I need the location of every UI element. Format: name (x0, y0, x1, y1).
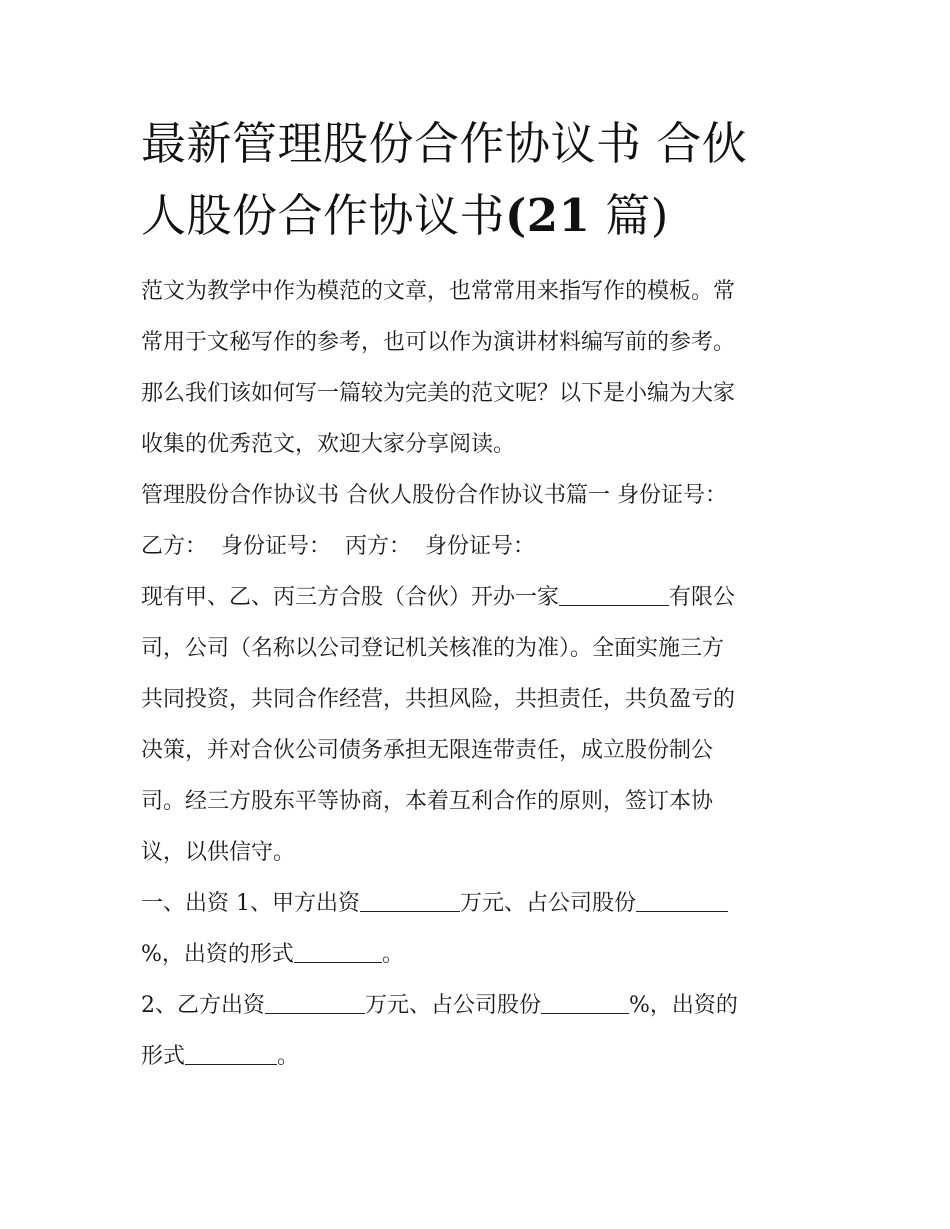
agreement-line-1 (141, 572, 821, 623)
agreement-line-3: 共同投资，共同合作经营，共担风险，共担责任，共负盈亏的 (141, 687, 736, 712)
clause-1-text-a: 一、出资 1、甲方出资 (141, 891, 360, 916)
clause-2-line-2 (141, 1031, 821, 1082)
title-count-number: (21 (505, 189, 591, 242)
clause-1-text-b: 万元、占公司股份 (460, 891, 637, 916)
title-line-2-text: 人股份合作协议书 (141, 189, 506, 242)
agreement-line-4: 决策，并对合伙公司债务承担无限连带责任，成立股份制公 (141, 738, 714, 763)
intro-line-4: 收集的优秀范文，欢迎大家分享阅读。 (141, 432, 516, 457)
party-a-amount-blank (360, 891, 460, 912)
agreement-line-6: 议，以供信守。 (141, 840, 296, 865)
clause-2-text-d: 形式 (141, 1044, 186, 1069)
party-b-share-blank (541, 993, 629, 1014)
intro-line-1: 范文为教学中作为模范的文章，也常常用来指写作的模板。常 (141, 279, 736, 304)
agreement-line-5: 司。经三方股东平等协商，本着互利合作的原则，签订本协 (141, 789, 714, 814)
clause-2-text-c: %，出资的 (629, 993, 738, 1018)
title-line-2 (141, 180, 821, 252)
document-body (141, 266, 821, 1082)
clause-2-text-a: 2、乙方出资 (141, 993, 265, 1018)
agreement-line-1-text-a: 现有甲、乙、丙三方合股（合伙）开办一家 (141, 585, 560, 610)
intro-line-3: 那么我们该如何写一篇较为完美的范文呢？以下是小编为大家 (141, 381, 736, 406)
clause-1-paragraph (141, 878, 821, 980)
title-line-1: 最新管理股份合作协议书 合伙 (141, 117, 748, 170)
intro-line-2: 常用于文秘写作的参考，也可以作为演讲材料编写前的参考。 (141, 330, 736, 355)
intro-paragraph (141, 266, 821, 470)
clause-1-text-d: 。 (381, 942, 404, 967)
clause-1-line-1 (141, 878, 821, 929)
company-name-blank (559, 585, 669, 606)
agreement-line-2: 司，公司（名称以公司登记机关核准的为准）。全面实施三方 (141, 636, 725, 661)
section-heading (141, 470, 821, 521)
section-heading-text: 管理股份合作协议书 合伙人股份合作协议书篇一 身份证号： (141, 483, 727, 508)
parties-paragraph (141, 521, 821, 572)
clause-2-text-e: 。 (277, 1044, 300, 1069)
clause-2-line-1 (141, 980, 821, 1031)
party-b-form-blank (185, 1044, 277, 1065)
clause-1-line-2 (141, 929, 821, 980)
clause-1-text-c: %，出资的形式 (141, 942, 294, 967)
clause-2-text-b: 万元、占公司股份 (365, 993, 542, 1018)
party-a-share-blank (636, 891, 728, 912)
clause-2-paragraph (141, 980, 821, 1082)
party-b-amount-blank (265, 993, 365, 1014)
party-a-form-blank (294, 942, 382, 963)
parties-line: 乙方： 身份证号： 丙方： 身份证号： (141, 534, 535, 559)
document-title (141, 108, 821, 252)
agreement-line-1-text-b: 有限公 (669, 585, 736, 610)
title-count-suffix: 篇) (590, 189, 669, 242)
document-page (141, 108, 821, 1082)
agreement-paragraph (141, 572, 821, 878)
